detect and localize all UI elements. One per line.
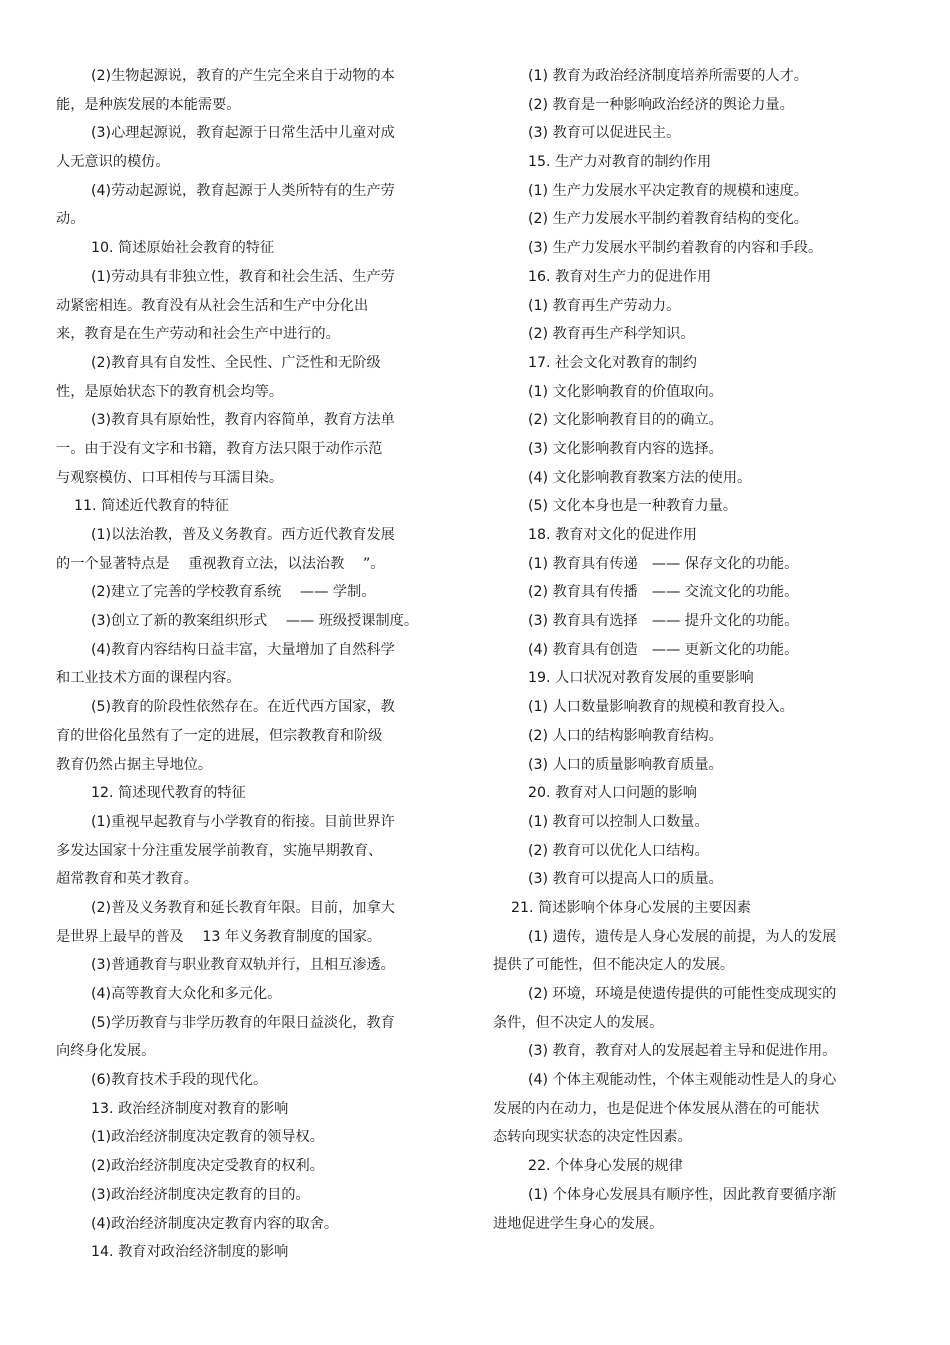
left-text-line: (4)劳动起源说，教育起源于人类所特有的生产劳 [91, 182, 395, 199]
right-text-line: 态转向现实状态的决定性因素。 [493, 1129, 692, 1146]
left-text-line: 动紧密相连。教育没有从社会生活和生产中分化出 [56, 297, 369, 314]
left-text-line: 10. 简述原始社会教育的特征 [91, 240, 275, 257]
left-text-line: (1)以法治教，普及义务教育。西方近代教育发展 [91, 527, 395, 543]
left-text-line: 的一个显著特点是 重视教育立法，以法治教 ”。 [56, 555, 385, 572]
left-text-line: (4)高等教育大众化和多元化。 [91, 986, 282, 1002]
right-text-line: (1) 个体身心发展具有顺序性，因此教育要循序渐 [528, 1186, 837, 1203]
right-text-line: 15. 生产力对教育的制约作用 [528, 154, 712, 171]
left-text-line: 是世界上最早的普及 13 年义务教育制度的国家。 [56, 928, 382, 945]
left-text-line: (2)生物起源说，教育的产生完全来自于动物的本 [91, 68, 395, 84]
left-text-line: (3)政治经济制度决定教育的目的。 [91, 1186, 310, 1203]
right-text-line: (3) 教育具有选择 —— 提升文化的功能。 [528, 613, 799, 630]
right-text-line: (1) 遗传，遗传是人身心发展的前提，为人的发展 [528, 928, 837, 945]
right-text-line: (2) 教育是一种影响政治经济的舆论力量。 [528, 96, 794, 113]
right-text-line: (1) 教育再生产劳动力。 [528, 297, 681, 314]
right-text-line: (2) 环境，环境是使遗传提供的可能性变成现实的 [528, 986, 837, 1002]
left-text-line: 性，是原始状态下的教育机会均等。 [56, 383, 284, 400]
right-text-line: 条件，但不决定人的发展。 [493, 1014, 664, 1031]
left-text-line: 向终身化发展。 [56, 1043, 156, 1060]
right-text-line: (3) 教育，教育对人的发展起着主导和促进作用。 [528, 1043, 837, 1060]
right-text-line: (1) 教育为政治经济制度培养所需要的人才。 [528, 68, 808, 84]
right-text-line: 发展的内在动力，也是促进个体发展从潜在的可能状 [493, 1100, 820, 1117]
left-text-line: (6)教育技术手段的现代化。 [91, 1072, 268, 1089]
right-text-line: (2) 文化影响教育目的的确立。 [528, 412, 723, 429]
right-text-line: 22. 个体身心发展的规律 [528, 1158, 683, 1175]
left-text-line: (3)教育具有原始性，教育内容简单，教育方法单 [91, 412, 395, 429]
left-text-line: (4)政治经济制度决定教育内容的取舍。 [91, 1215, 339, 1232]
right-text-line: (2) 生产力发展水平制约着教育结构的变化。 [528, 211, 808, 228]
left-text-line: (1)政治经济制度决定教育的领导权。 [91, 1129, 324, 1146]
right-text-line: 20. 教育对人口问题的影响 [528, 785, 697, 802]
left-text-line: 14. 教育对政治经济制度的影响 [91, 1244, 289, 1261]
right-text-line: 18. 教育对文化的促进作用 [528, 527, 697, 543]
right-text-line: (4) 个体主观能动性，个体主观能动性是人的身心 [528, 1072, 837, 1089]
right-text-line: 19. 人口状况对教育发展的重要影响 [528, 670, 754, 687]
right-text-line: 提供了可能性，但不能决定人的发展。 [493, 957, 735, 974]
right-text-line: (1) 人口数量影响教育的规模和教育投入。 [528, 699, 794, 716]
left-text-line: (3)创立了新的教案组织形式 —— 班级授课制度。 [91, 613, 419, 630]
left-text-line: (2)建立了完善的学校教育系统 —— 学制。 [91, 584, 376, 601]
right-text-line: (1) 教育具有传递 —— 保存文化的功能。 [528, 555, 799, 572]
right-column [493, 62, 853, 1238]
left-text-line: (2)政治经济制度决定受教育的权利。 [91, 1158, 324, 1175]
right-text-line: (3) 教育可以促进民主。 [528, 125, 681, 142]
left-text-line: 多发达国家十分注重发展学前教育，实施早期教育、 [56, 842, 383, 859]
left-text-line: (3)普通教育与职业教育双轨并行，且相互渗透。 [91, 957, 395, 974]
left-text-line: (5)教育的阶段性依然存在。在近代西方国家，教 [91, 699, 395, 716]
right-text-line: (4) 教育具有创造 —— 更新文化的功能。 [528, 641, 799, 658]
right-text-line: (3) 人口的质量影响教育质量。 [528, 756, 723, 773]
left-text-line: 教育仍然占据主导地位。 [56, 756, 213, 773]
right-text-line: 16. 教育对生产力的促进作用 [528, 268, 712, 285]
left-text-line: 能，是种族发展的本能需要。 [56, 96, 241, 113]
left-text-line: 育的世俗化虽然有了一定的进展，但宗教教育和阶级 [56, 727, 383, 744]
left-text-line: (2)教育具有自发性、全民性、广泛性和无阶级 [91, 354, 381, 371]
right-text-line: (3) 生产力发展水平制约着教育的内容和手段。 [528, 240, 823, 257]
right-text-line: 21. 简述影响个体身心发展的主要因素 [511, 899, 751, 916]
right-text-line: (1) 教育可以控制人口数量。 [528, 813, 709, 830]
left-text-line: (2)普及义务教育和延长教育年限。目前，加拿大 [91, 899, 395, 916]
left-text-line: 和工业技术方面的课程内容。 [56, 670, 241, 687]
right-text-line: (1) 生产力发展水平决定教育的规模和速度。 [528, 182, 808, 199]
right-text-line: (4) 文化影响教育教案方法的使用。 [528, 469, 752, 486]
right-text-line: (1) 文化影响教育的价值取向。 [528, 383, 723, 400]
left-text-line: 动。 [56, 211, 85, 228]
right-text-line: (3) 教育可以提高人口的质量。 [528, 871, 723, 888]
right-text-line: (2) 教育再生产科学知识。 [528, 326, 695, 343]
left-text-line: (5)学历教育与非学历教育的年限日益淡化，教育 [91, 1014, 395, 1031]
right-text-line: (2) 教育可以优化人口结构。 [528, 842, 709, 859]
left-text-line: 来，教育是在生产劳动和社会生产中进行的。 [56, 326, 340, 343]
right-text-line: (3) 文化影响教育内容的选择。 [528, 440, 723, 457]
left-text-line: 与观察模仿、口耳相传与耳濡目染。 [56, 469, 284, 486]
left-text-line: (1)劳动具有非独立性，教育和社会生活、生产劳 [91, 268, 395, 285]
left-text-line: 12. 简述现代教育的特征 [91, 785, 246, 802]
left-text-line: (3)心理起源说，教育起源于日常生活中儿童对成 [91, 125, 395, 142]
left-text-line: 人无意识的模仿。 [56, 154, 170, 171]
right-text-line: (2) 人口的结构影响教育结构。 [528, 727, 723, 744]
right-text-line: (2) 教育具有传播 —— 交流文化的功能。 [528, 584, 799, 601]
right-text-line: 进地促进学生身心的发展。 [493, 1215, 664, 1232]
left-column [56, 62, 426, 1267]
left-text-line: (1)重视早起教育与小学教育的衔接。目前世界许 [91, 813, 395, 830]
left-text-line: 一。由于没有文字和书籍，教育方法只限于动作示范 [56, 440, 383, 457]
left-text-line: 11. 简述近代教育的特征 [74, 498, 229, 515]
right-text-line: (5) 文化本身也是一种教育力量。 [528, 498, 738, 515]
right-text-line: 17. 社会文化对教育的制约 [528, 354, 697, 371]
left-text-line: 13. 政治经济制度对教育的影响 [91, 1100, 289, 1117]
left-text-line: (4)教育内容结构日益丰富，大量增加了自然科学 [91, 641, 395, 658]
left-text-line: 超常教育和英才教育。 [56, 871, 198, 888]
